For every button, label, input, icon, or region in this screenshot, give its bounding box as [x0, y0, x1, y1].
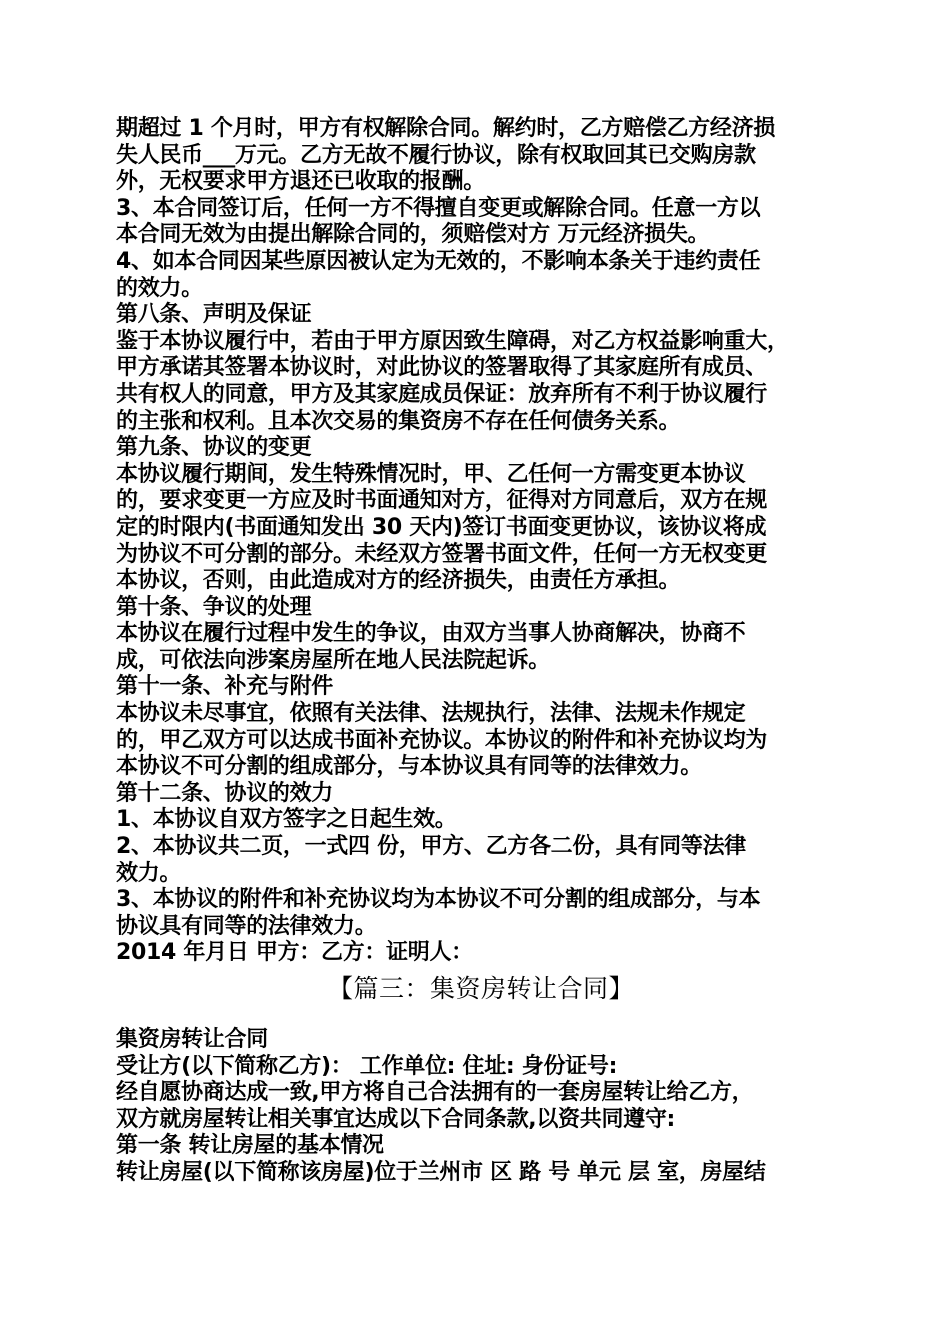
article-heading: 第八条、声明及保证	[116, 302, 312, 328]
text-line: 的，甲乙双方可以达成书面补充协议。本协议的附件和补充协议均为	[116, 727, 768, 753]
text-line: 转让房屋(以下简称该房屋)位于兰州市 区 路 号 单元 层 室，房屋结	[116, 1159, 766, 1185]
signature-line: 2014 年月日 甲方：乙方：证明人：	[116, 940, 473, 966]
text-line: 期超过 1 个月时，甲方有权解除合同。解约时，乙方赔偿乙方经济损	[116, 116, 776, 141]
document-page	[116, 116, 846, 1187]
text-line: 本协议在履行过程中发生的争议，由双方当事人协商解决，协商不	[116, 621, 746, 647]
text-line: 定的时限内(书面通知发出 30 天内)签订书面变更协议，该协议将成	[116, 514, 767, 540]
text-line: 本协议，否则，由此造成对方的经济损失，由责任方承担。	[116, 568, 681, 594]
article-heading: 第十条、争议的处理	[116, 594, 312, 620]
text-line: 1、本协议自双方签字之日起生效。	[116, 807, 457, 833]
article-heading: 第十二条、协议的效力	[116, 780, 334, 806]
text-line: 4、如本合同因某些原因被认定为无效的，不影响本条关于违约责任	[116, 248, 761, 274]
section-heading: 【篇三：集资房转让合同】	[327, 974, 634, 1003]
text-line: 2、本协议共二页，一式四 份，甲方、乙方各二份，具有同等法律	[116, 834, 746, 860]
text-line: 效力。	[116, 860, 182, 886]
contract-title: 集资房转让合同	[116, 1027, 268, 1052]
text-line: 经自愿协商达成一致,甲方将自己合法拥有的一套房屋转让给乙方，	[116, 1080, 754, 1106]
text-line: 的效力。	[116, 275, 203, 301]
document-body-after	[116, 1027, 846, 1187]
article-heading: 第九条、协议的变更	[116, 435, 312, 461]
text-line: 本协议不可分割的组成部分，与本协议具有同等的法律效力。	[116, 754, 702, 780]
article-heading: 第一条 转让房屋的基本情况	[116, 1133, 384, 1159]
text-line: 成，可依法向涉案房屋所在地人民法院起诉。	[116, 647, 551, 673]
text-line: 双方就房屋转让相关事宜达成以下合同条款,以资共同遵守:	[116, 1106, 676, 1132]
text-line: 本协议未尽事宜，依照有关法律、法规执行，法律、法规未作规定	[116, 701, 746, 727]
text-line: 为协议不可分割的部分。未经双方签署书面文件，任何一方无权变更	[116, 541, 768, 567]
text-line: 失人民币___万元。乙方无故不履行协议，除有权取回其已交购房款	[116, 142, 756, 168]
text-line: 3、本协议的附件和补充协议均为本协议不可分割的组成部分，与本	[116, 887, 761, 913]
text-line: 外，无权要求甲方退还已收取的报酬。	[116, 169, 485, 195]
text-line: 协议具有同等的法律效力。	[116, 913, 377, 939]
text-line: 本合同无效为由提出解除合同的，须赔偿对方 万元经济损失。	[116, 222, 710, 248]
text-line: 3、本合同签订后，任何一方不得擅自变更或解除合同。任意一方以	[116, 195, 761, 221]
text-line: 的，要求变更一方应及时书面通知对方，征得对方同意后，双方在规	[116, 488, 768, 514]
text-line: 鉴于本协议履行中，若由于甲方原因致生障碍，对乙方权益影响重大，	[116, 328, 789, 354]
text-line: 共有权人的同意，甲方及其家庭成员保证：放弃所有不利于协议履行	[116, 381, 768, 407]
document-body-before	[116, 116, 846, 967]
text-line: 受让方(以下简称乙方)： 工作单位: 住址: 身份证号:	[116, 1053, 618, 1079]
text-line: 的主张和权利。且本次交易的集资房不存在任何债务关系。	[116, 408, 681, 434]
text-line: 甲方承诺其签署本协议时，对此协议的签署取得了其家庭所有成员、	[116, 355, 768, 381]
article-heading: 第十一条、补充与附件	[116, 674, 334, 700]
text-line: 本协议履行期间，发生特殊情况时，甲、乙任何一方需变更本协议	[116, 461, 746, 487]
